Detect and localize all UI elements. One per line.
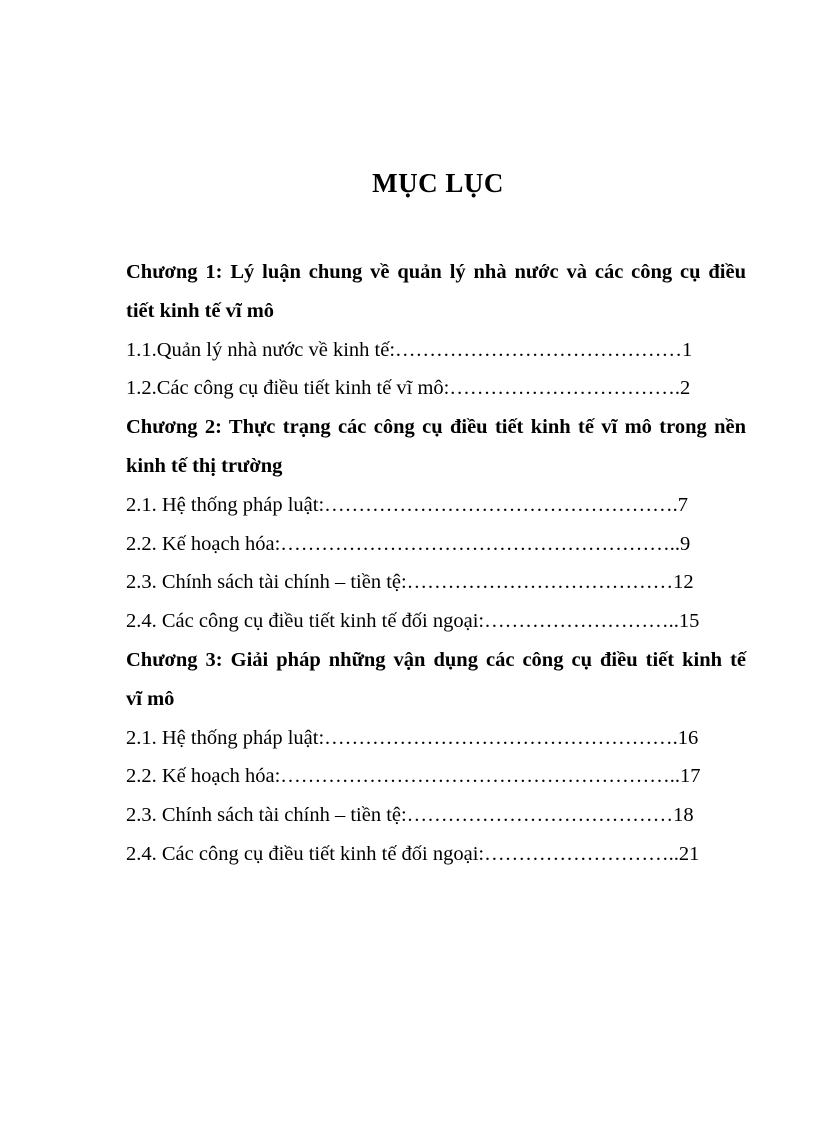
toc-chapter-3-line-2: vĩ mô: [126, 687, 175, 710]
toc-chapter-1-line-1: Chương 1: Lý luận chung về quản lý nhà nước và các công cụ điều: [126, 261, 746, 283]
toc-entry-3-3: 2.3. Chính sách tài chính – tiền tệ:…………………………………18: [126, 804, 694, 827]
toc-chapter-1-line-2: tiết kinh tế vĩ mô: [126, 299, 275, 322]
toc-entry-1-1: 1.1.Quản lý nhà nước về kinh tế:……………………………………1: [126, 338, 693, 361]
toc-entry-1-2: 1.2.Các công cụ điều tiết kinh tế vĩ mô:…………………………….2: [126, 377, 691, 400]
toc-entry-2-2: 2.2. Kế hoạch hóa:…………………………………………………..9: [126, 532, 691, 555]
table-of-contents: [126, 253, 746, 874]
toc-entry-2-4: 2.4. Các công cụ điều tiết kinh tế đối ngoại:………………………..15: [126, 610, 700, 633]
toc-entry-3-1: 2.1. Hệ thống pháp luật:…………………………………………….16: [126, 726, 699, 749]
toc-chapter-2-line-1: Chương 2: Thực trạng các công cụ điều tiết kinh tế vĩ mô trong nền: [126, 416, 746, 439]
toc-entry-2-1: 2.1. Hệ thống pháp luật:…………………………………………….7: [126, 493, 689, 516]
toc-chapter-3-line-1: Chương 3: Giải pháp những vận dụng các công cụ điều tiết kinh tế: [126, 648, 746, 671]
toc-entry-3-4: 2.4. Các công cụ điều tiết kinh tế đối ngoại:………………………..21: [126, 842, 700, 865]
toc-chapter-2-line-2: kinh tế thị trường: [126, 454, 283, 477]
toc-entry-2-3: 2.3. Chính sách tài chính – tiền tệ:…………………………………12: [126, 571, 694, 594]
toc-entry-3-2: 2.2. Kế hoạch hóa:…………………………………………………..17: [126, 765, 701, 788]
page-title: MỤC LỤC: [372, 168, 504, 198]
